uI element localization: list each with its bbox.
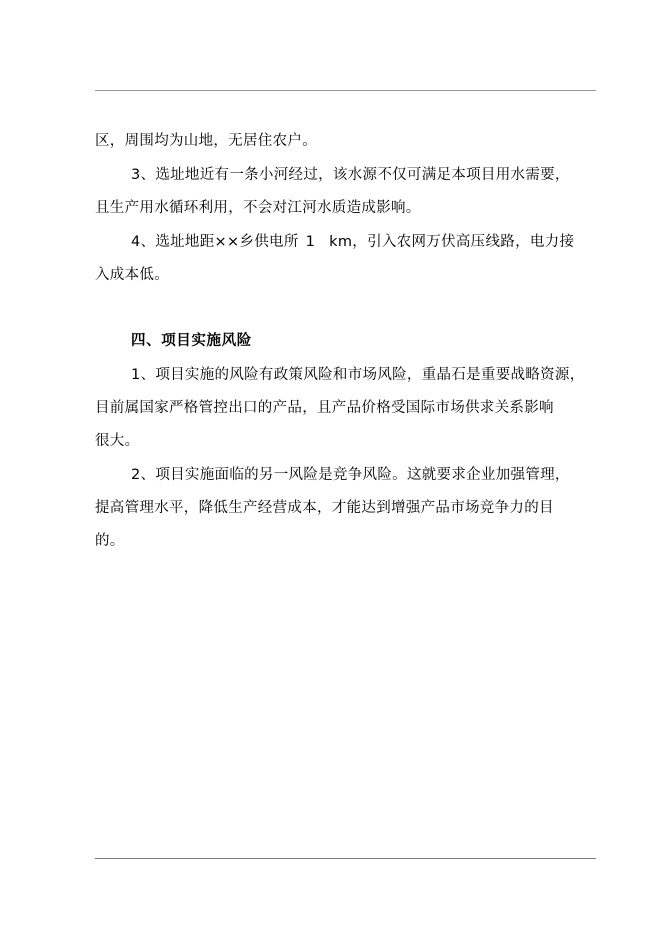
- text-line-power: [131, 233, 574, 251]
- text-line: 提高管理水平，降低生产经营成本，才能达到增强产品市场竞争力的目: [95, 500, 554, 516]
- footer-rule: [95, 858, 596, 859]
- text-line: 3、选址地近有一条小河经过，该水源不仅可满足本项目用水需要，: [131, 167, 570, 183]
- text-line: 2、项目实施面临的另一风险是竞争风险。这就要求企业加强管理，: [131, 467, 570, 483]
- text-line: 入成本低。: [95, 267, 169, 283]
- text-line: 的。: [95, 533, 125, 549]
- text-segment: km，引入农网万伏高压线路，电力接: [329, 234, 575, 250]
- text-segment: 4、选址地距××乡供电所: [131, 234, 299, 250]
- section-heading: 四、项目实施风险: [131, 333, 252, 349]
- text-line: 目前属国家严格管控出口的产品，且产品价格受国际市场供求关系影响: [95, 400, 554, 416]
- text-line: 且生产用水循环利用，不会对江河水质造成影响。: [95, 200, 421, 216]
- text-line: 区，周围均为山地，无居住农户。: [95, 133, 317, 149]
- header-rule: [95, 90, 596, 91]
- text-line: 很大。: [95, 433, 140, 449]
- text-line: 1、项目实施的风险有政策风险和市场风险，重晶石是重要战略资源，: [131, 367, 585, 383]
- distance-value: 1: [305, 234, 316, 250]
